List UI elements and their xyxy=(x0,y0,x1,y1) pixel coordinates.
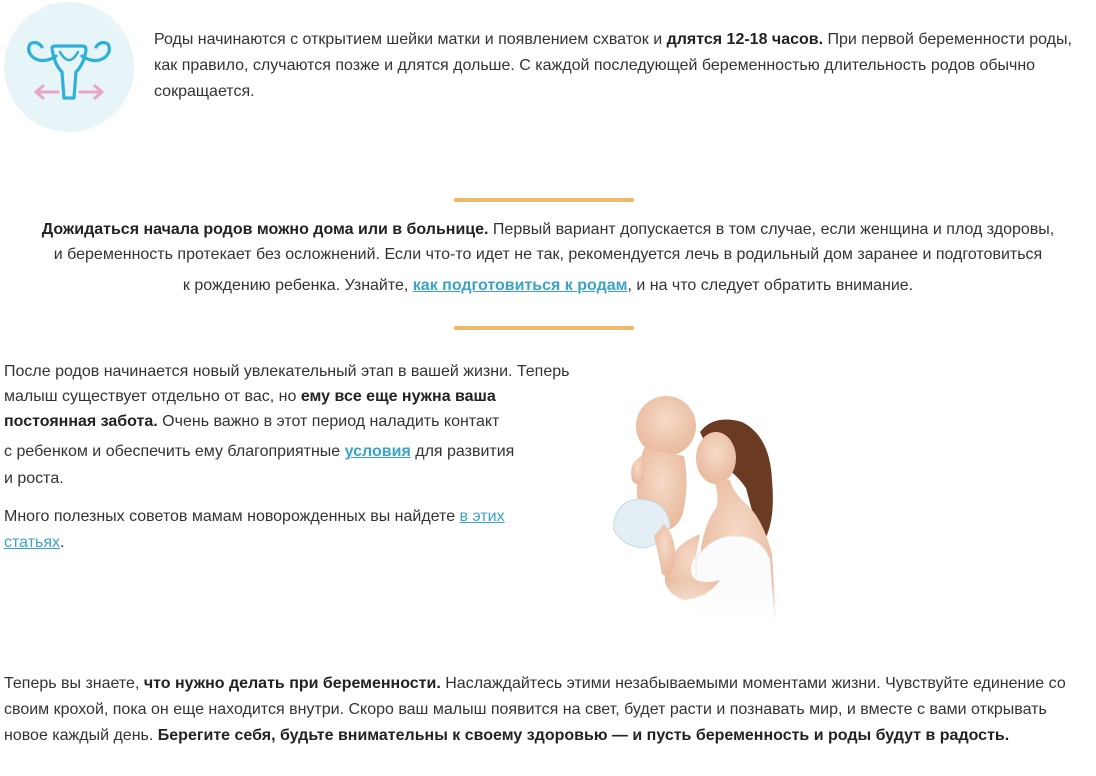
place-paragraph-line: и беременность протекает без осложнений. Если что-то идет не так, рекомендуется лечь в родильный дом заранее и подготовиться xyxy=(53,246,1043,263)
after-birth-line: постоянная забота. Очень важно в этот период наладить контакт xyxy=(4,413,500,430)
after-birth-line: с ребенком и обеспечить ему благоприятные условия для развития xyxy=(4,443,515,460)
closing-paragraph: Теперь вы знаете, что нужно делать при беременности. Наслаждайтесь этими незабываемыми моментами жизни. Чувствуйте единение со своим крохой, пока он еще находится внутри. Скоро ваш малыш появится на свет, будет расти и познавать мир, и вместе с вами открывать новое каждый день. Берегите себя, будьте внимательны к своему здоровью — и пусть беременность и роды будут в радость. xyxy=(4,675,1066,744)
tips-line: Много полезных советов мамам новорожденных вы найдете в этих xyxy=(4,508,505,525)
intro-paragraph: Роды начинаются с открытием шейки матки и появлением схваток и длятся 12-18 часов. При первой беременности роды, как правило, случаются позже и длятся дольше. С каждой последующей беременностью длительность родов обычно сокращается. xyxy=(154,31,1072,100)
after-birth-line: и роста. xyxy=(4,470,64,487)
articles-link[interactable]: в этих xyxy=(459,508,505,525)
mother-kissing-baby-photo xyxy=(604,384,790,620)
divider xyxy=(454,326,634,330)
prepare-for-birth-link[interactable]: как подготовиться к родам xyxy=(412,277,628,294)
place-paragraph-line: Дожидаться начала родов можно дома или в больнице. Первый вариант допускается в том случае, если женщина и плод здоровы, xyxy=(41,221,1055,238)
tips-line: статьях. xyxy=(4,534,65,551)
articles-link[interactable]: статьях xyxy=(4,534,61,551)
divider xyxy=(454,198,634,202)
conditions-link[interactable]: условия xyxy=(344,443,411,460)
after-birth-line: малыш существует отдельно от вас, но ему все еще нужна ваша xyxy=(4,388,496,405)
place-paragraph-line: к рождению ребенка. Узнайте, как подготовиться к родам, и на что следует обратить внимание. xyxy=(182,277,914,294)
uterus-icon xyxy=(4,2,134,132)
after-birth-line: После родов начинается новый увлекательный этап в вашей жизни. Теперь xyxy=(4,363,570,380)
